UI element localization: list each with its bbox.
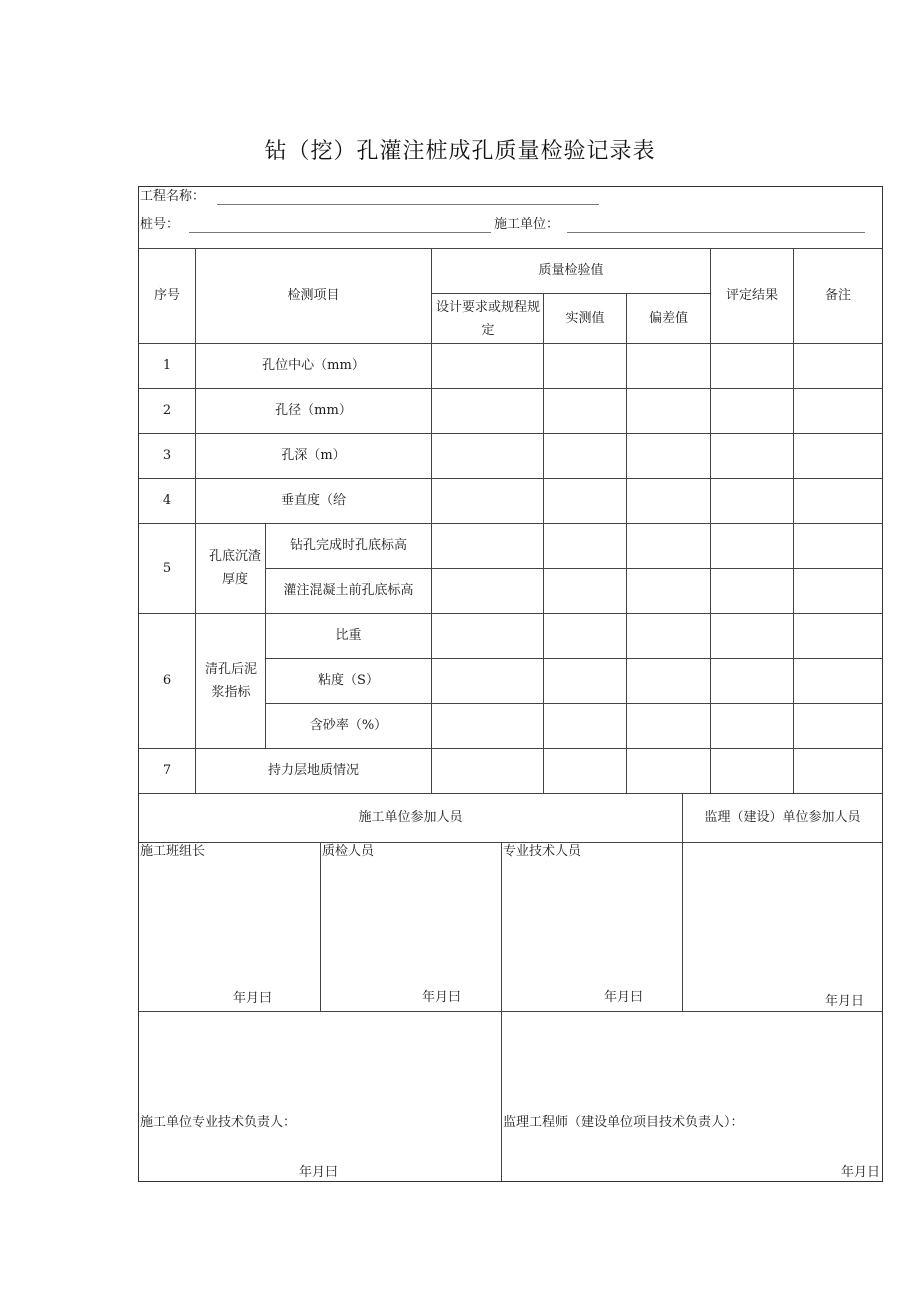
header-quality-values: 质量检验值 [538,263,604,278]
technician-label: 专业技术人员 [503,844,582,859]
supervising-engineer-label: 监理工程师（建设单位项目技术负责人）： [503,1115,744,1130]
row-item: 垂直度（给 [280,493,346,508]
row-group-label: 孔底沉渣厚度 [208,549,261,587]
row-seq: 6 [162,673,172,688]
date-team-leader: 年月曰 [233,991,273,1006]
row-subitem: 钻孔完成时孔底标高 [289,538,407,553]
grid-line [320,842,321,1011]
date-supervision: 年月日 [825,994,865,1009]
row-item: 持力层地质情况 [267,763,359,778]
header-measured: 实测值 [565,311,605,326]
pile-no-field[interactable] [189,232,491,233]
header-item: 检测项目 [287,288,340,303]
grid-line [431,248,432,793]
header-seq: 序号 [153,288,180,303]
row-group-label: 清孔后泥浆指标 [204,661,257,700]
row-seq: 5 [162,560,172,576]
row-subitem: 粘度（S） [318,673,379,688]
construction-unit-label: 施工单位： [494,217,560,232]
row-item: 孔径（mm） [275,403,352,418]
header-result: 评定结果 [725,288,778,303]
row-subitem: 灌注混凝土前孔底标高 [283,583,414,598]
supervision-participants-title: 监理（建设）单位参加人员 [704,810,861,825]
date-construction-tech-lead: 年月曰 [299,1165,339,1180]
row-subitem: 含砂率（%） [309,718,388,733]
quality-inspector-label: 质检人员 [322,844,375,859]
row-subitem: 比重 [335,628,362,643]
header-remark: 备注 [824,288,851,303]
construction-tech-lead-label: 施工单位专业技术负责人： [140,1115,297,1130]
grid-line [501,1011,502,1181]
date-quality-inspector: 年月曰 [422,990,462,1005]
grid-line [139,1011,882,1012]
date-supervising-engineer: 年月日 [841,1165,881,1180]
construction-unit-field[interactable] [567,232,865,233]
project-name-field[interactable] [217,204,599,205]
grid-line [501,842,502,1011]
team-leader-label: 施工班组长 [140,844,206,859]
pile-no-label: 桩号： [140,217,180,232]
date-technician: 年月曰 [604,990,644,1005]
project-name-label: 工程名称： [140,189,206,204]
inspection-form [138,186,883,1182]
grid-line [626,293,627,793]
header-deviation: 偏差值 [648,311,688,326]
construction-participants-title: 施工单位参加人员 [358,810,463,825]
row-seq: 1 [162,358,172,373]
row-item: 孔深（m） [281,448,346,463]
row-seq: 7 [162,763,172,778]
row-item: 孔位中心（mm） [262,358,365,373]
page-title: 钻（挖）孔灌注桩成孔质量检验记录表 [264,139,656,164]
header-design-requirement: 设计要求或规程规定 [436,299,541,338]
row-seq: 2 [162,403,172,418]
row-seq: 3 [162,448,172,463]
grid-line [543,293,544,793]
row-seq: 4 [162,493,172,508]
